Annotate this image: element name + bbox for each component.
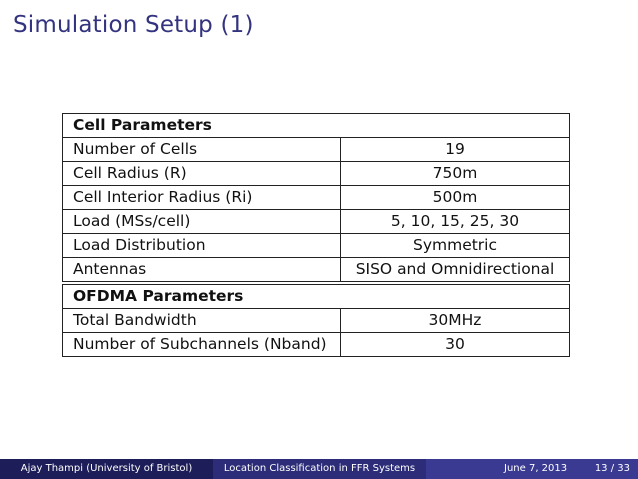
footer-talk-title: Location Classification in FFR Systems: [213, 459, 426, 479]
param-value: SISO and Omnidirectional: [341, 258, 570, 282]
param-label: Cell Radius (R): [63, 162, 341, 186]
param-label: Load Distribution: [63, 234, 341, 258]
table-row: [63, 234, 570, 258]
param-label: Cell Interior Radius (Ri): [63, 186, 341, 210]
slide-title: Simulation Setup (1): [13, 12, 254, 38]
param-label: Load (MSs/cell): [63, 210, 341, 234]
param-label: Number of Cells: [63, 138, 341, 162]
footer-right-section: [426, 459, 638, 479]
table-row: [63, 333, 570, 357]
footer-author: Ajay Thampi (University of Bristol): [0, 459, 213, 479]
footer-page-number: 13 / 33: [594, 463, 630, 474]
param-value: 30: [341, 333, 570, 357]
table-row: [63, 258, 570, 282]
cell-parameters-header-row: [63, 114, 570, 138]
param-label: Antennas: [63, 258, 341, 282]
table-row: [63, 162, 570, 186]
cell-parameters-header: Cell Parameters: [63, 114, 570, 138]
param-value: 19: [341, 138, 570, 162]
table-row: [63, 210, 570, 234]
footer-bar: [0, 459, 638, 479]
param-label: Total Bandwidth: [63, 309, 341, 333]
footer-date: June 7, 2013: [504, 463, 568, 474]
table-row: [63, 186, 570, 210]
param-value: Symmetric: [341, 234, 570, 258]
param-label: Number of Subchannels (Nband): [63, 333, 341, 357]
param-value: 500m: [341, 186, 570, 210]
table-row: [63, 309, 570, 333]
param-value: 5, 10, 15, 25, 30: [341, 210, 570, 234]
ofdma-parameters-header-row: [63, 285, 570, 309]
ofdma-parameters-header: OFDMA Parameters: [63, 285, 570, 309]
table-row: [63, 138, 570, 162]
parameters-table: [62, 113, 570, 357]
param-value: 750m: [341, 162, 570, 186]
param-value: 30MHz: [341, 309, 570, 333]
